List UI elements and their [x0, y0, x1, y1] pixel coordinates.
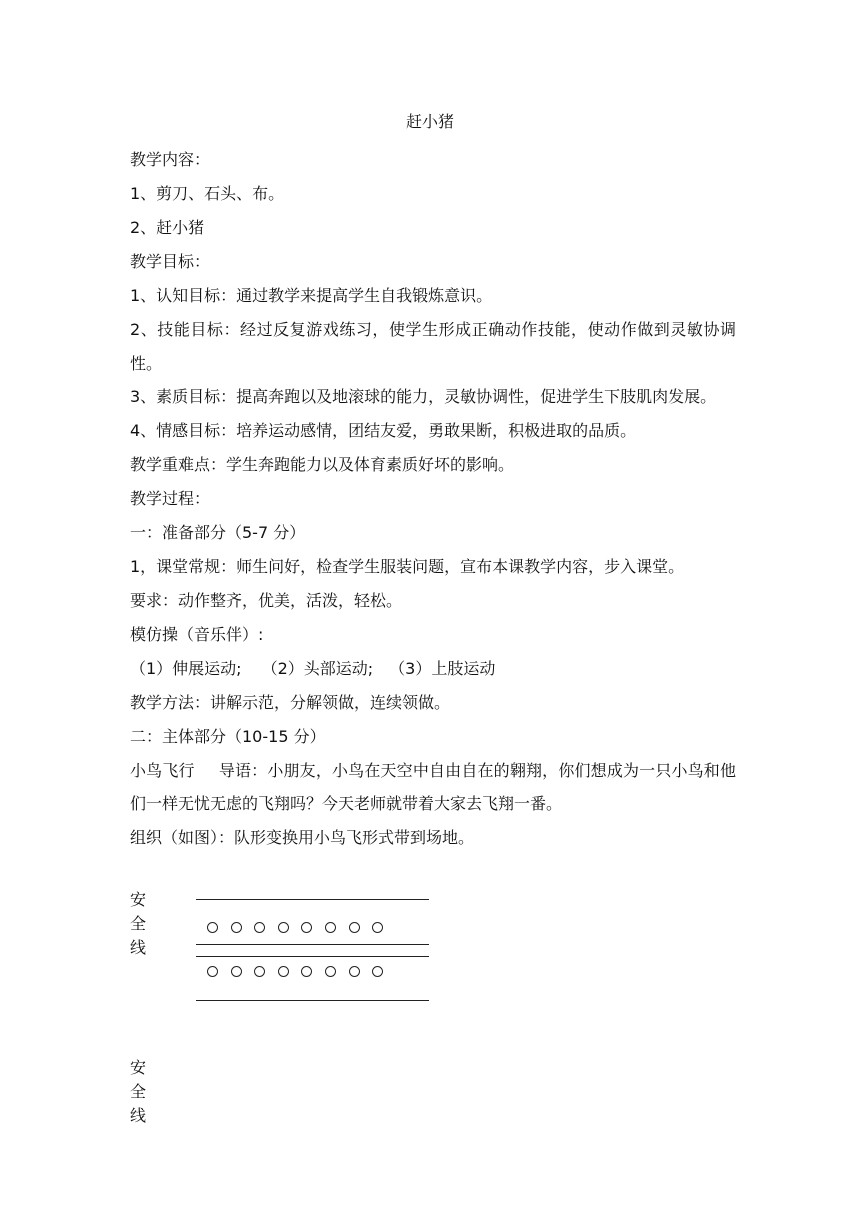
safety-line-label-top: 安全线 — [130, 890, 147, 957]
paragraph: 1，课堂常规：师生问好，检查学生服装问题，宣布本课教学内容，步入课堂。 — [130, 556, 685, 576]
activity-name: 小鸟飞行 — [130, 760, 195, 780]
document-body — [130, 143, 736, 855]
paragraph: 2、技能目标：经过反复游戏练习，使学生形成正确动作技能，使动作做到灵敏协调性。 — [130, 320, 736, 373]
student-circle — [254, 922, 265, 933]
student-circle — [301, 966, 312, 977]
paragraph: 二：主体部分（10-15 分） — [130, 726, 326, 746]
student-row-2 — [207, 966, 383, 977]
exercise-list — [130, 652, 736, 686]
student-circle — [372, 922, 383, 933]
exercise-item: （2）头部运动; — [261, 658, 374, 678]
student-circle — [207, 922, 218, 933]
student-circle — [349, 966, 360, 977]
safety-line-bottom — [196, 1000, 429, 1001]
paragraph: 一：准备部分（5-7 分） — [130, 522, 306, 542]
student-circle — [254, 966, 265, 977]
safety-line-label-bottom: 安全线 — [130, 1058, 147, 1125]
paragraph: 教学过程： — [130, 488, 211, 508]
student-circle — [207, 966, 218, 977]
safety-line-top — [196, 899, 429, 900]
paragraph: 4、情感目标：培养运动感情，团结友爱，勇敢果断，积极进取的品质。 — [130, 420, 637, 440]
divider-line — [196, 944, 429, 945]
paragraph: 1、剪刀、石头、布。 — [130, 184, 285, 203]
exercise-item: （1）伸展运动; — [130, 658, 242, 678]
student-circle — [325, 922, 336, 933]
student-circle — [301, 922, 312, 933]
student-circle — [278, 922, 289, 933]
paragraph: 1、认知目标：通过教学来提高学生自我锻炼意识。 — [130, 286, 493, 305]
bird-flight-paragraph — [130, 754, 736, 821]
student-circle — [349, 922, 360, 933]
paragraph: 要求：动作整齐，优美，活泼，轻松。 — [130, 590, 403, 610]
student-circle — [372, 966, 383, 977]
paragraph: 模仿操（音乐伴）: — [130, 624, 264, 644]
divider-line — [196, 956, 429, 957]
paragraph: 教学方法：讲解示范，分解领做，连续领做。 — [130, 692, 451, 712]
paragraph: 教学重难点：学生奔跑能力以及体育素质好坏的影响。 — [130, 454, 515, 474]
paragraph: 教学目标： — [130, 252, 211, 271]
exercise-item: （3）上肢运动 — [389, 658, 496, 678]
paragraph: 教学内容： — [130, 150, 211, 169]
page-title: 赶小猪 — [405, 112, 454, 131]
student-circle — [325, 966, 336, 977]
activity-intro: 导语：小朋友，小鸟在天空中自由自在的翱翔，你们想成为一只小鸟和他们一样无忧无虑的飞翔吗？今天老师就带着大家去飞翔一番。 — [130, 760, 736, 813]
student-circle — [231, 966, 242, 977]
paragraph: 组织（如图）：队形变换用小鸟飞形式带到场地。 — [130, 827, 475, 847]
paragraph: 3、素质目标：提高奔跑以及地滚球的能力，灵敏协调性，促进学生下肢肌肉发展。 — [130, 387, 717, 406]
student-row-1 — [207, 922, 383, 933]
paragraph: 2、赶小猪 — [130, 218, 205, 237]
student-circle — [278, 966, 289, 977]
student-circle — [231, 922, 242, 933]
